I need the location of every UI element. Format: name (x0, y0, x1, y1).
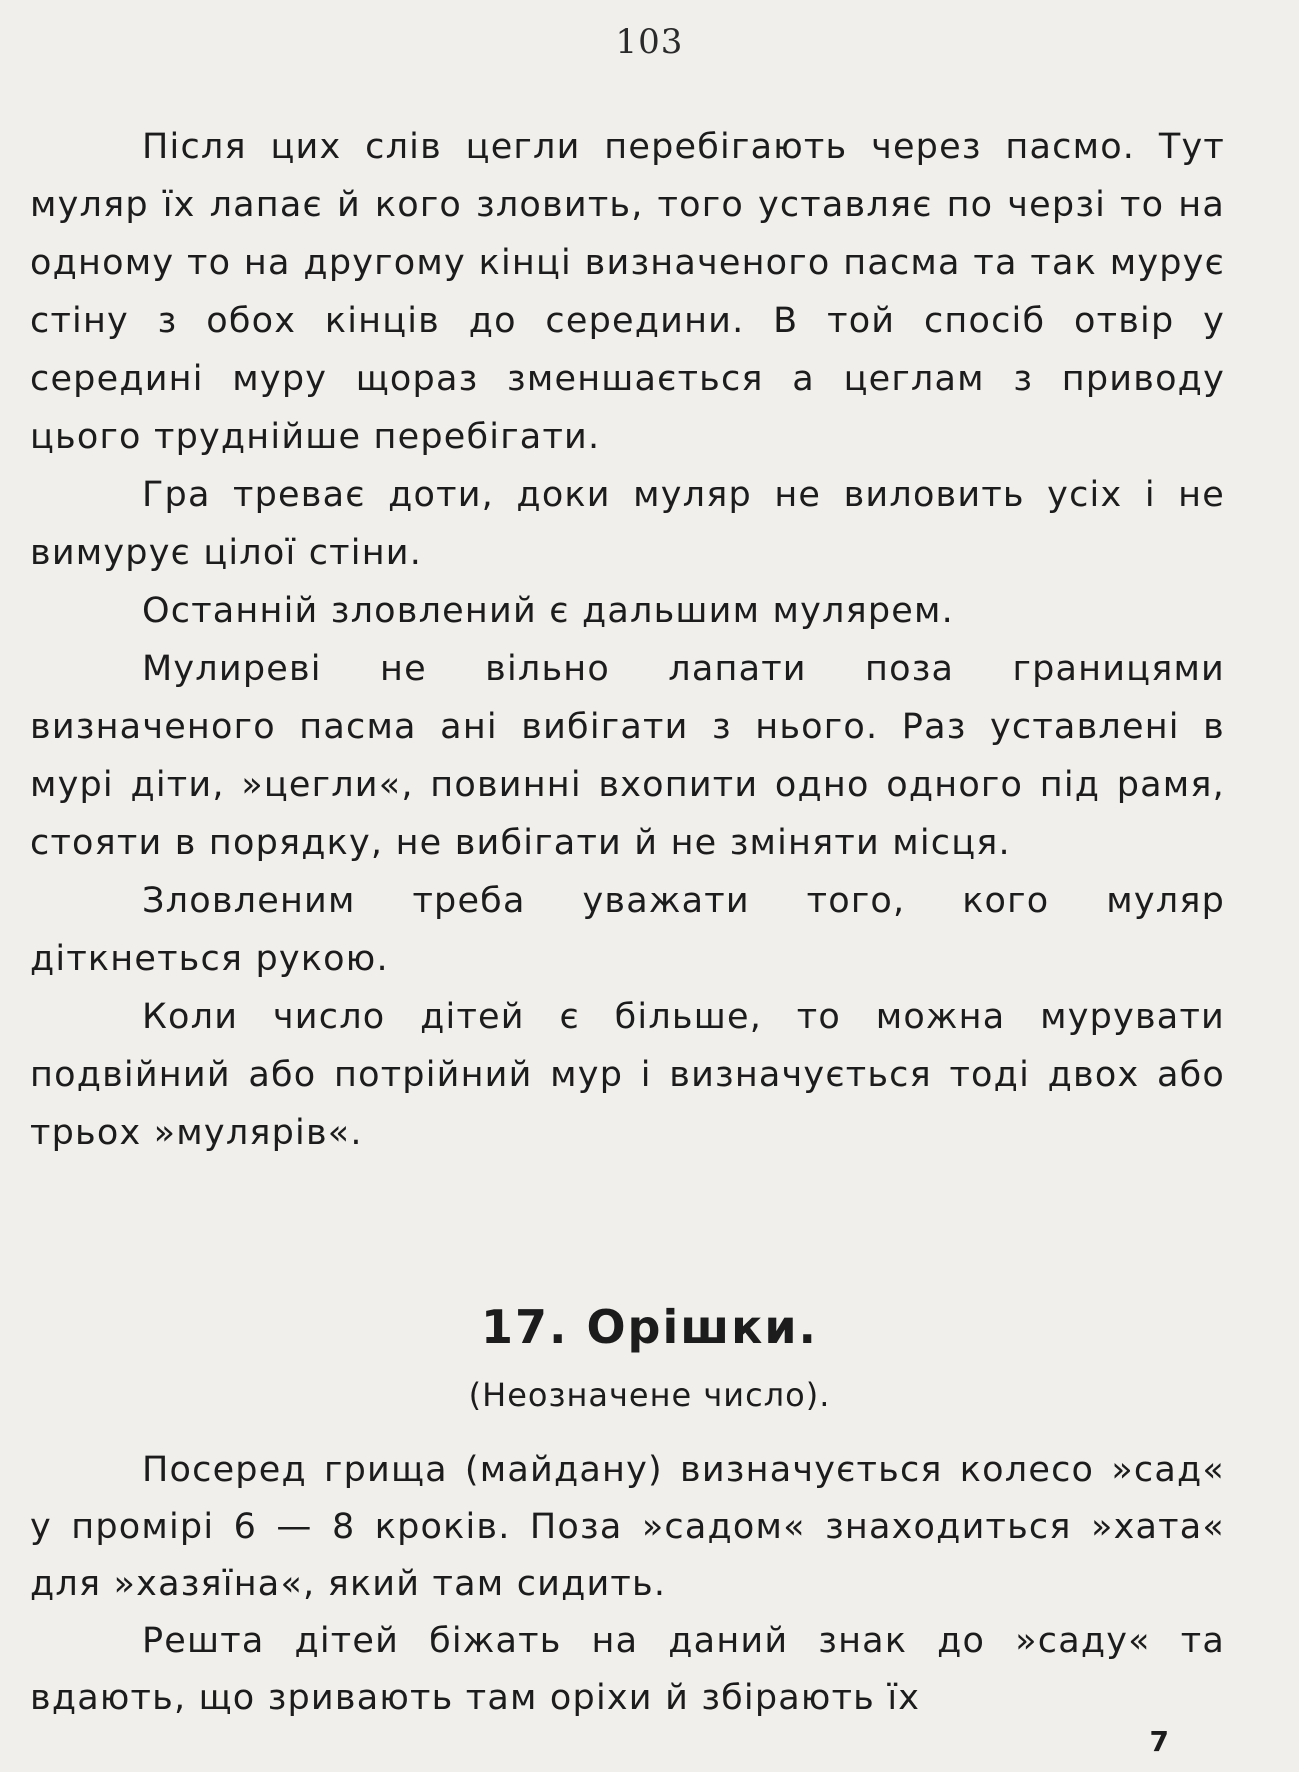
page-number: 103 (615, 22, 684, 62)
section-subtitle: (Неозначене число). (468, 1376, 831, 1414)
paragraph: Після цих слів цегли перебігають через пасмо. Тут муляр їх лапає й кого зловить, того уставляє по черзі то на одному то на другому кінці визначеного пасма та так мурує стіну з обох кінців до середини. В той спосіб отвір у середині муру щораз зменшається а цеглам з приводу цього труднійше перебігати. (30, 127, 1225, 457)
paragraph: Решта дітей біжать на даний знак до »саду« та вдають, що зривають там оріхи й збірають їх (30, 1621, 1225, 1718)
paragraph: Коли число дітей є більше, то можна мурувати подвійний або потрійний мур і визначується тоді двох або трьох »мулярів«. (30, 997, 1225, 1153)
signature-mark: 7 (1149, 1725, 1169, 1758)
paragraph: Зловленим треба уважати того, кого муляр діткнеться рукою. (30, 881, 1225, 979)
section-title: 17. Орішки. (480, 1300, 819, 1354)
paragraph: Останній зловлений є дальшим мулярем. (142, 591, 954, 631)
section-2-text (30, 1442, 1225, 1727)
paragraph: Мулиреві не вільно лапати поза границями визначеного пасма ані вибігати з нього. Раз уставлені в мурі діти, »цегли«, повинні вхопити одно одного під рамя, стояти в порядку, не вибігати й не зміняти місця. (30, 649, 1225, 863)
paragraph: Гра треває доти, доки муляр не виловить усіх і не вимурує цілої стіни. (30, 475, 1225, 573)
section-1-text (30, 118, 1225, 1162)
paragraph: Посеред грища (майдану) визначується колесо »сад« у промірі 6 — 8 кроків. Поза »садом« знаходиться »хата« для »хазяїна«, який там сидить. (30, 1450, 1225, 1604)
